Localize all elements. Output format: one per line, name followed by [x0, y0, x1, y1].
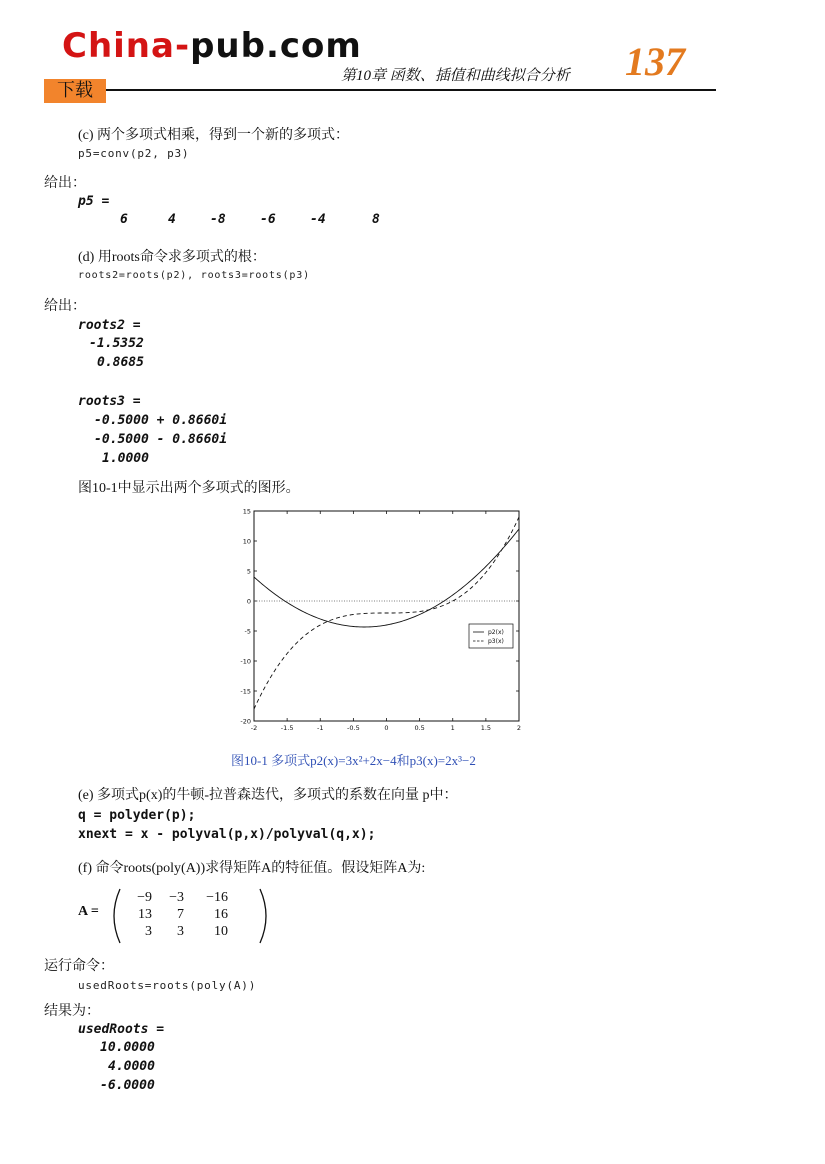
section-c-code: p5=conv(p2, p3) [78, 147, 190, 160]
logo-part-1: China- [62, 26, 191, 66]
matrix-cell: 10 [214, 924, 228, 939]
p5-value: 8 [372, 212, 380, 227]
p5-value: -6 [260, 212, 276, 227]
roots2-label: roots2 = [78, 318, 141, 333]
chapter-title: 第10章 函数、插值和曲线拟合分析 [341, 68, 570, 84]
y-tick-label: -20 [240, 717, 251, 726]
matrix-cell: 7 [177, 907, 184, 922]
section-d-text: (d) 用roots命令求多项式的根： [78, 250, 266, 265]
roots2-value: -1.5352 [89, 336, 144, 351]
roots2-value: 0.8685 [97, 355, 144, 370]
x-tick-label: 1.5 [480, 724, 492, 732]
download-badge[interactable]: 下载 [44, 79, 106, 103]
matrix-cell: 3 [177, 924, 184, 939]
x-tick-label: -1 [317, 724, 324, 732]
result-label: 结果为： [44, 1004, 100, 1019]
usedroots-value: 4.0000 [108, 1059, 155, 1074]
run-code: usedRoots=roots(poly(A)) [78, 979, 257, 992]
matrix-cell: 16 [214, 907, 228, 922]
x-tick-label: 0.5 [414, 724, 425, 732]
p5-value: 4 [168, 212, 176, 227]
matrix-cell: 3 [145, 924, 152, 939]
roots3-value: -0.5000 + 0.8660i [94, 413, 228, 428]
matrix-cell: −3 [169, 890, 184, 905]
polynomial-chart [224, 505, 534, 737]
section-d-code: roots2=roots(p2), roots3=roots(p3) [78, 270, 310, 281]
usedroots-label: usedRoots = [78, 1022, 165, 1037]
y-tick-label: 0 [246, 597, 251, 606]
legend-label: p3(x) [488, 638, 504, 646]
x-tick-label: -2 [250, 724, 258, 732]
p5-value: 6 [120, 212, 128, 227]
section-c-text: (c) 两个多项式相乘，得到一个新的多项式： [78, 128, 350, 143]
matrix-cell: 13 [138, 907, 152, 922]
legend-label: p2(x) [488, 629, 504, 637]
y-tick-label: -5 [244, 627, 251, 636]
plot-frame [254, 511, 519, 721]
roots3-value: -0.5000 - 0.8660i [94, 432, 228, 447]
run-label: 运行命令： [44, 959, 114, 974]
usedroots-value: -6.0000 [100, 1078, 155, 1093]
usedroots-value: 10.0000 [100, 1040, 155, 1055]
section-e-text: (e) 多项式p(x)的牛顿-拉普森迭代，多项式的系数在向量 p中： [78, 788, 458, 803]
china-pub-logo [62, 26, 362, 66]
x-tick-label: 2 [516, 724, 522, 732]
roots3-value: 1.0000 [102, 451, 149, 466]
y-tick-label: 5 [246, 567, 251, 576]
page-number: 137 [625, 39, 685, 84]
y-tick-label: 15 [242, 507, 251, 516]
x-tick-label: 1 [450, 724, 455, 732]
x-tick-label: -0.5 [347, 724, 360, 732]
x-tick-label: 0 [384, 724, 389, 732]
matrix-cell: −16 [206, 890, 228, 905]
matrix-cell: −9 [137, 890, 152, 905]
logo-part-2: pub [190, 26, 266, 66]
figure-intro: 图10-1中显示出两个多项式的图形。 [78, 481, 300, 496]
p5-value: -4 [310, 212, 326, 227]
e-code-line-2: xnext = x - polyval(p,x)/polyval(q,x); [78, 827, 376, 842]
y-tick-label: 10 [242, 537, 251, 546]
gives-label-2: 给出： [44, 299, 86, 314]
logo-part-3: .com [265, 26, 362, 66]
e-code-line-1: q = polyder(p); [78, 808, 196, 823]
y-tick-label: -15 [240, 687, 251, 696]
figure-caption: 图10-1 多项式p2(x)=3x²+2x−4和p3(x)=2x³−2 [231, 753, 476, 768]
matrix-label: A = [78, 904, 99, 919]
p5-label: p5 = [78, 194, 110, 209]
header-rule [106, 89, 716, 91]
roots3-label: roots3 = [78, 394, 141, 409]
y-tick-label: -10 [240, 657, 251, 666]
x-tick-label: -1.5 [280, 724, 294, 732]
section-f-text: (f) 命令roots(poly(A))求得矩阵A的特征值。假设矩阵A为: [78, 861, 426, 876]
p5-value: -8 [210, 212, 226, 227]
gives-label-1: 给出： [44, 176, 86, 191]
